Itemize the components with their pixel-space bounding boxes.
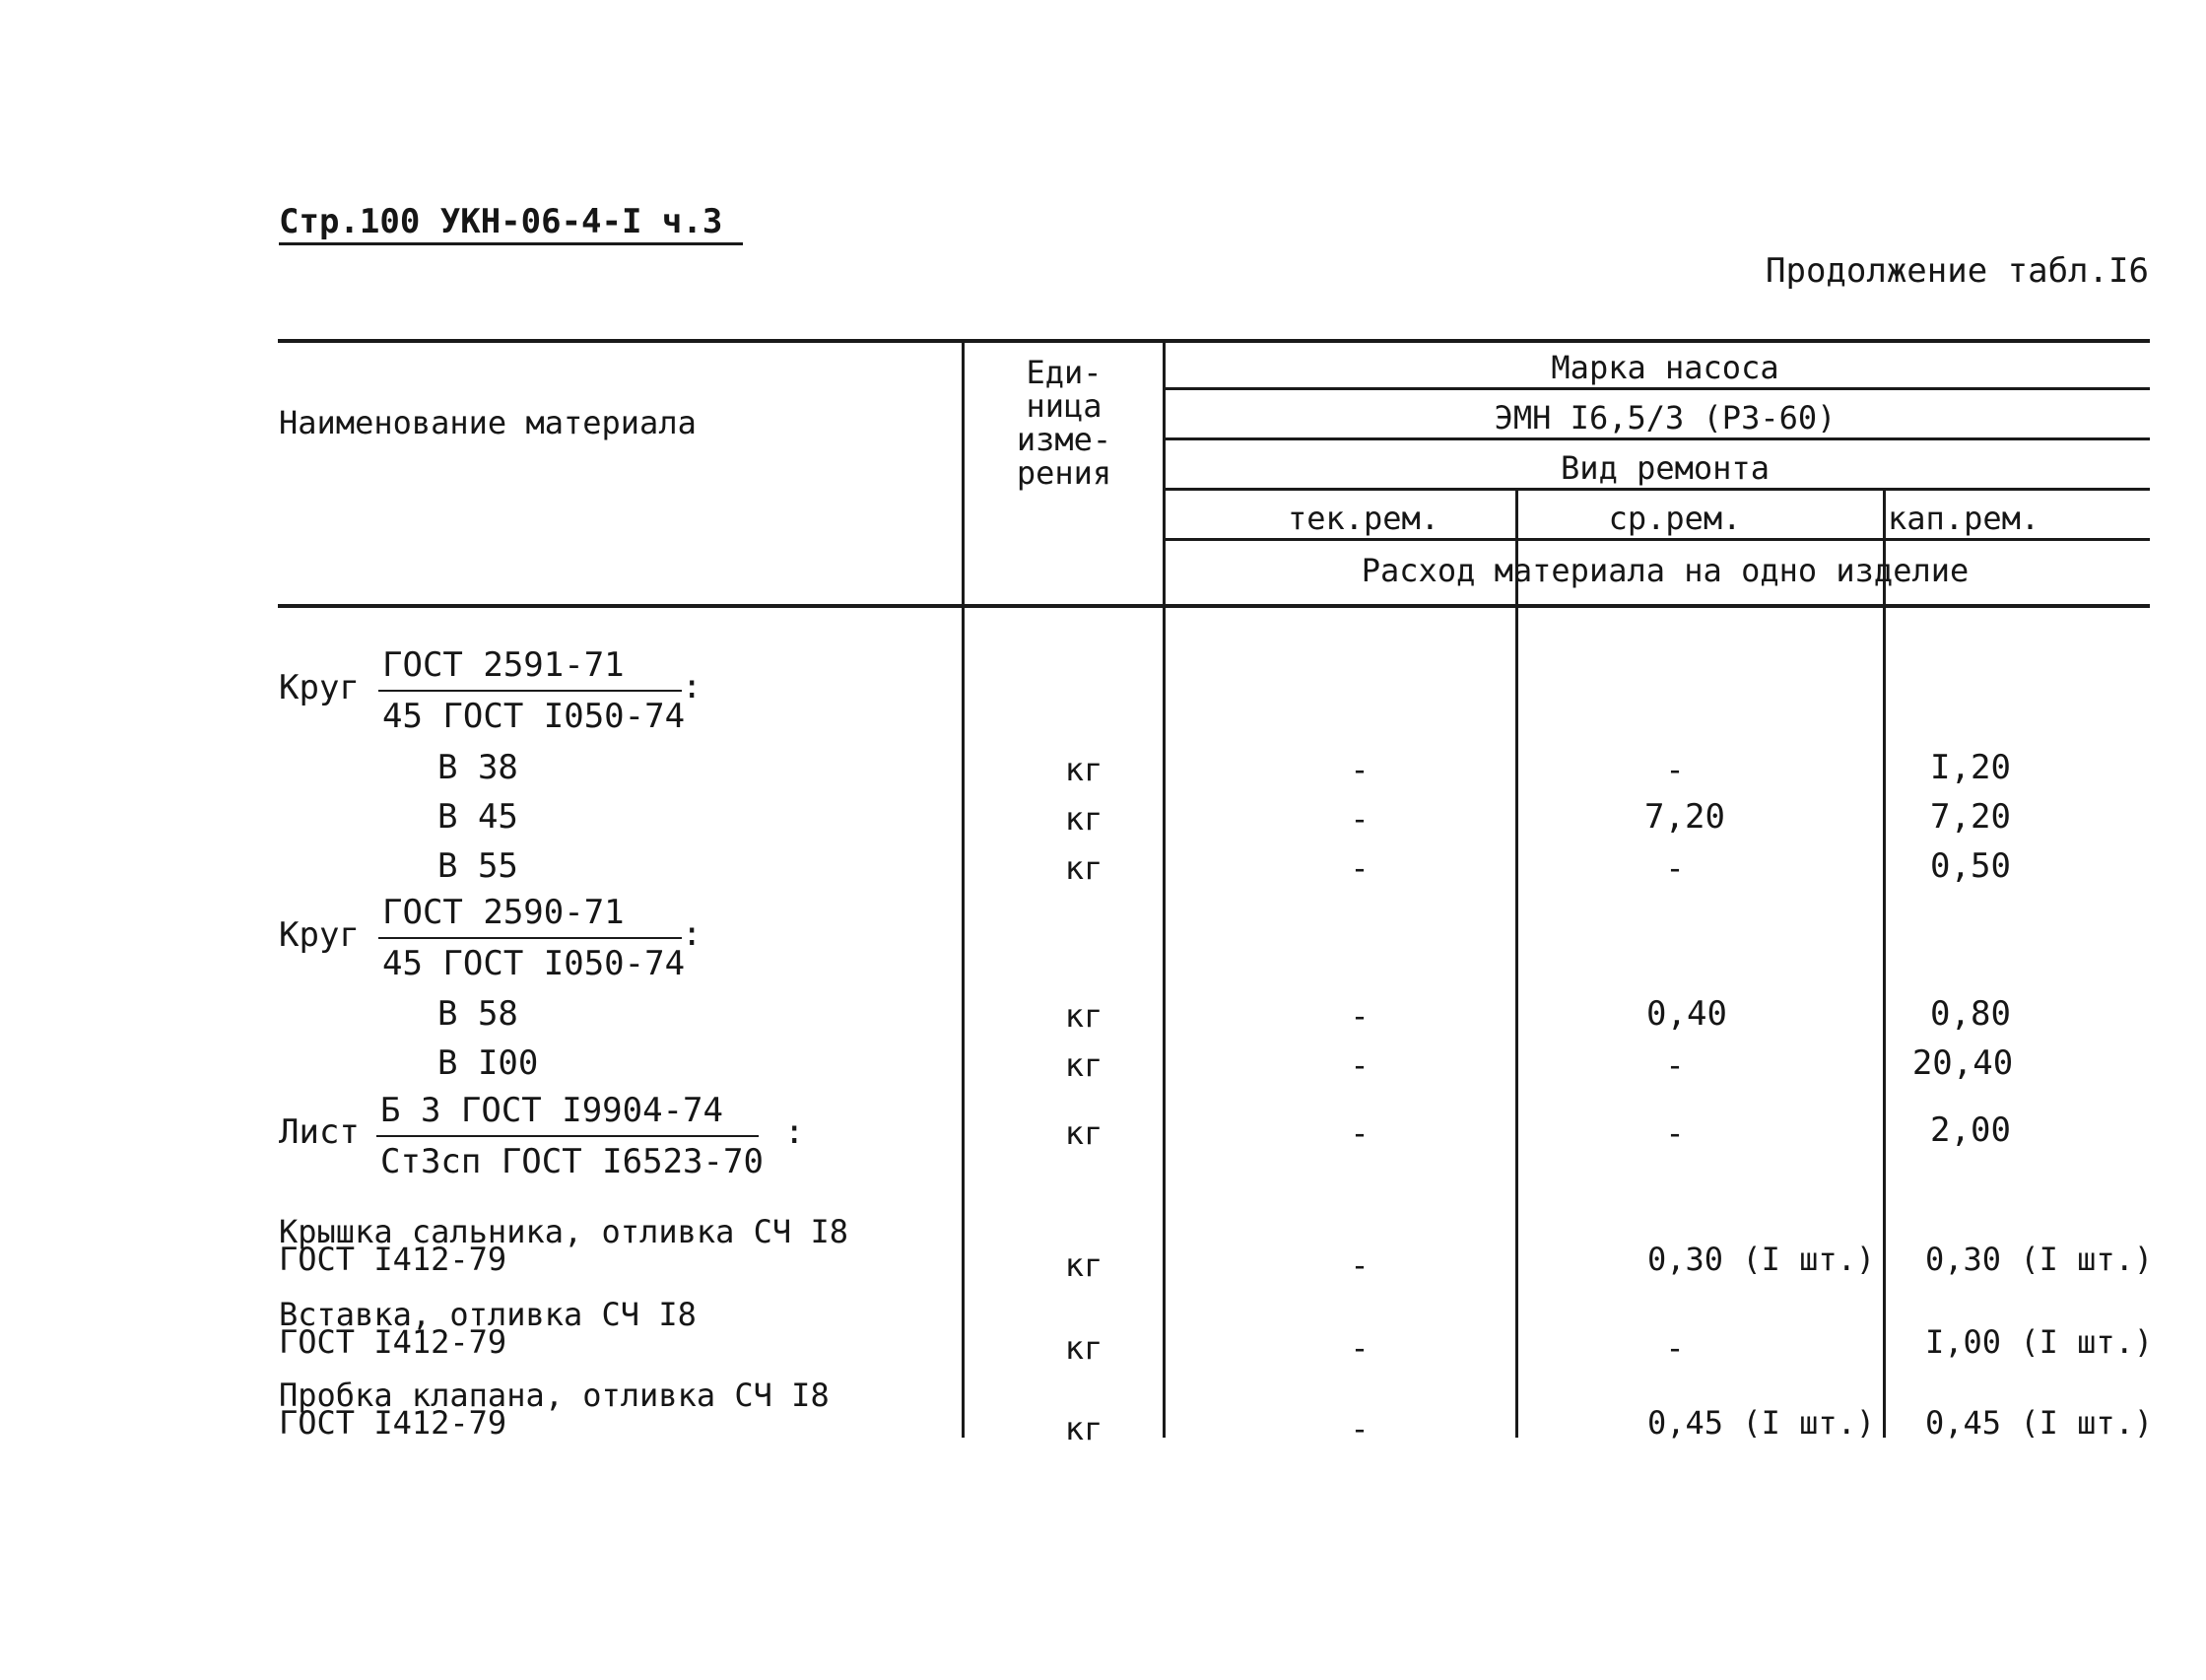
material-standard-numerator: ГОСТ 2591-71 [382, 645, 625, 685]
sr-cell: - [1665, 1046, 1685, 1084]
casting-name-line-2: ГОСТ I412-79 [279, 1404, 507, 1442]
tek-cell: - [1350, 997, 1370, 1035]
unit-cell: кг [1064, 1246, 1103, 1284]
sr-cell: 7,20 [1644, 797, 1725, 837]
col-divider-tek-sr [1515, 488, 1518, 1438]
fraction-bar [376, 1135, 759, 1137]
kap-cell: 2,00 [1930, 1110, 2011, 1150]
material-prefix: Круг [279, 668, 360, 707]
colon: : [682, 914, 702, 954]
material-size: В 45 [437, 797, 518, 837]
material-size: В I00 [437, 1043, 539, 1083]
unit-cell: кг [1064, 1410, 1103, 1447]
tek-cell: - [1350, 849, 1370, 887]
material-size: В 38 [437, 748, 518, 787]
kap-cell: 20,40 [1911, 1043, 2014, 1083]
sr-cell: 0,40 [1646, 994, 1727, 1034]
header-repair-type: Вид ремонта [1561, 449, 1770, 487]
sr-cell: 0,45 (I шт.) [1647, 1404, 1876, 1442]
kap-cell: 0,45 (I шт.) [1925, 1404, 2154, 1442]
tek-cell: - [1350, 751, 1370, 788]
kap-cell: I,20 [1930, 748, 2011, 787]
header-col-tek-rem: тек.рем. [1287, 500, 1440, 537]
unit-cell: кг [1064, 997, 1103, 1035]
tek-cell: - [1350, 1329, 1370, 1367]
rule-under-repair-type [1165, 488, 2150, 491]
tek-cell: - [1350, 1246, 1370, 1284]
material-size: В 55 [437, 846, 518, 886]
unit-cell: кг [1064, 849, 1103, 887]
header-consumption: Расход материала на одно изделие [1361, 552, 1970, 589]
table-header-bottom-rule [278, 604, 2150, 608]
fraction-bar [378, 937, 682, 939]
rule-under-pump-brand-label [1165, 387, 2150, 390]
table-continuation-label: Продолжение табл.I6 [1766, 251, 2149, 291]
unit-cell: кг [1064, 1114, 1103, 1152]
kap-cell: 7,20 [1930, 797, 2011, 837]
header-unit-line-1: Еди- [1026, 354, 1103, 391]
header-col-kap-rem: кап.рем. [1888, 500, 2040, 537]
kap-cell: I,00 (I шт.) [1925, 1323, 2154, 1361]
header-unit-line-2: ница [1026, 387, 1103, 425]
sr-cell: 0,30 (I шт.) [1647, 1241, 1876, 1278]
material-prefix: Круг [279, 915, 360, 955]
kap-cell: 0,80 [1930, 994, 2011, 1034]
fraction-bar [378, 690, 682, 692]
sr-cell: - [1665, 1329, 1685, 1367]
colon: : [682, 667, 702, 706]
sr-cell: - [1665, 1114, 1685, 1152]
tek-cell: - [1350, 800, 1370, 838]
header-unit-line-4: рения [1016, 454, 1112, 492]
sr-cell: - [1665, 751, 1685, 788]
casting-name-line-1: Вставка, отливка СЧ I8 [279, 1296, 697, 1333]
tek-cell: - [1350, 1046, 1370, 1084]
material-standard-numerator: ГОСТ 2590-71 [382, 893, 625, 932]
material-standard-denominator: 45 ГОСТ I050-74 [382, 697, 686, 736]
header-pump-brand-label: Марка насоса [1551, 349, 1779, 386]
material-prefix: Лист [279, 1112, 360, 1152]
col-divider-sr-kap [1883, 488, 1886, 1438]
colon: : [784, 1112, 805, 1152]
casting-name-line-1: Пробка клапана, отливка СЧ I8 [279, 1377, 830, 1414]
material-size: В 58 [437, 994, 518, 1034]
rule-under-pump-brand [1165, 437, 2150, 440]
table-top-rule [278, 339, 2150, 343]
material-standard-numerator: Б 3 ГОСТ I9904-74 [380, 1091, 723, 1130]
sr-cell: - [1665, 849, 1685, 887]
casting-name-line-1: Крышка сальника, отливка СЧ I8 [279, 1213, 848, 1250]
col-divider-unit-values [1163, 339, 1166, 1438]
material-standard-denominator: 45 ГОСТ I050-74 [382, 944, 686, 983]
kap-cell: 0,50 [1930, 846, 2011, 886]
header-col-sr-rem: ср.рем. [1608, 500, 1742, 537]
unit-cell: кг [1064, 1329, 1103, 1367]
unit-cell: кг [1064, 1046, 1103, 1084]
tek-cell: - [1350, 1410, 1370, 1447]
page-header-underline [279, 242, 743, 245]
material-standard-denominator: Ст3сп ГОСТ I6523-70 [380, 1142, 764, 1181]
header-unit-line-3: изме- [1016, 421, 1112, 458]
tek-cell: - [1350, 1114, 1370, 1152]
header-material-name: Наименование материала [279, 404, 697, 441]
col-divider-name-unit [962, 339, 965, 1438]
unit-cell: кг [1064, 800, 1103, 838]
casting-name-line-2: ГОСТ I412-79 [279, 1323, 507, 1361]
header-pump-brand: ЭМН I6,5/3 (Р3-60) [1494, 399, 1837, 437]
casting-name-line-2: ГОСТ I412-79 [279, 1241, 507, 1278]
rule-under-repair-cols [1165, 538, 2150, 541]
kap-cell: 0,30 (I шт.) [1925, 1241, 2154, 1278]
page-header: Стр.100 УКН-06-4-I ч.3 [279, 202, 723, 241]
unit-cell: кг [1064, 751, 1103, 788]
